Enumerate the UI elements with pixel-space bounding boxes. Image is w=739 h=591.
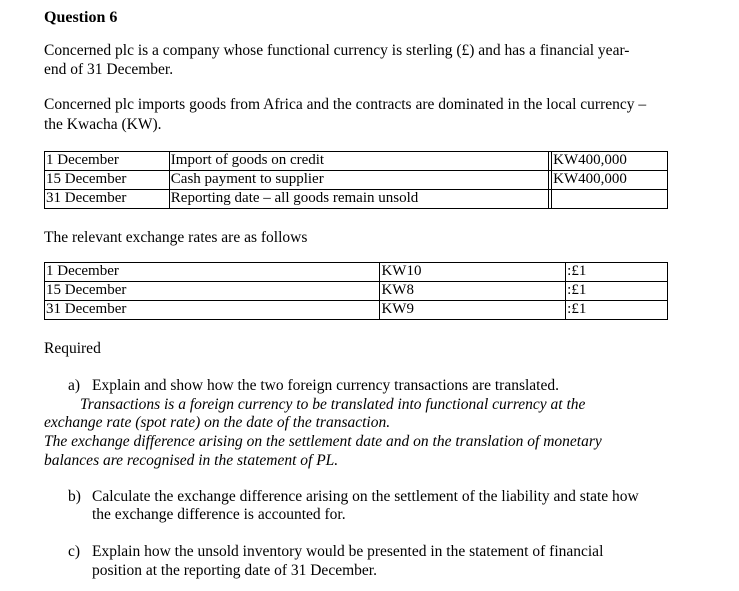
transaction-date: 31 December [45,190,170,209]
part-c-line-2: position at the reporting date of 31 December. [92,562,377,579]
rate-sterling: :£1 [566,263,668,282]
transaction-amount: KW400,000 [552,152,668,171]
transactions-table [44,151,668,209]
table-row [45,282,668,301]
rate-sterling: :£1 [566,301,668,320]
rate-kwacha: KW8 [380,282,566,301]
table-row [45,152,668,171]
table-row [45,263,668,282]
table-row [45,301,668,320]
required-heading: Required [44,340,101,357]
transaction-description: Import of goods on credit [169,152,548,171]
part-a-answer-line-1: Transactions is a foreign currency to be translated into functional currency at the [80,396,586,413]
part-a-question: Explain and show how the two foreign currency transactions are translated. [92,377,559,394]
part-a-label: a) [68,377,81,394]
transaction-description: Cash payment to supplier [169,171,548,190]
part-c-line-1: Explain how the unsold inventory would be presented in the statement of financial [92,543,604,560]
part-a-answer-line-4: balances are recognised in the statement of PL. [44,452,339,469]
part-a-answer-line-2: exchange rate (spot rate) on the date of the transaction. [44,414,391,431]
transaction-description: Reporting date – all goods remain unsold [169,190,548,209]
part-b-line-1: Calculate the exchange difference arising on the settlement of the liability and state how [92,488,639,505]
rate-kwacha: KW9 [380,301,566,320]
transaction-amount [552,190,668,209]
rate-sterling: :£1 [566,282,668,301]
part-b-label: b) [68,488,81,505]
part-b-line-2: the exchange difference is accounted for. [92,506,346,523]
context-paragraph-line-2: the Kwacha (KW). [44,116,162,133]
context-paragraph-line-1: Concerned plc imports goods from Africa and the contracts are dominated in the local currency – [44,96,647,113]
part-c-label: c) [68,543,81,560]
rates-intro-text: The relevant exchange rates are as follows [44,229,308,246]
intro-paragraph-line-2: end of 31 December. [44,61,174,78]
table-row [45,171,668,190]
rate-date: 1 December [45,263,380,282]
rate-date: 15 December [45,282,380,301]
exchange-rates-table [44,262,668,320]
rate-kwacha: KW10 [380,263,566,282]
rate-date: 31 December [45,301,380,320]
question-title: Question 6 [44,9,118,26]
transaction-amount: KW400,000 [552,171,668,190]
transaction-date: 1 December [45,152,170,171]
intro-paragraph-line-1: Concerned plc is a company whose functional currency is sterling (£) and has a financial year- [44,42,630,59]
part-a-answer-line-3: The exchange difference arising on the settlement date and on the translation of monetary [44,433,602,450]
table-row [45,190,668,209]
transaction-date: 15 December [45,171,170,190]
